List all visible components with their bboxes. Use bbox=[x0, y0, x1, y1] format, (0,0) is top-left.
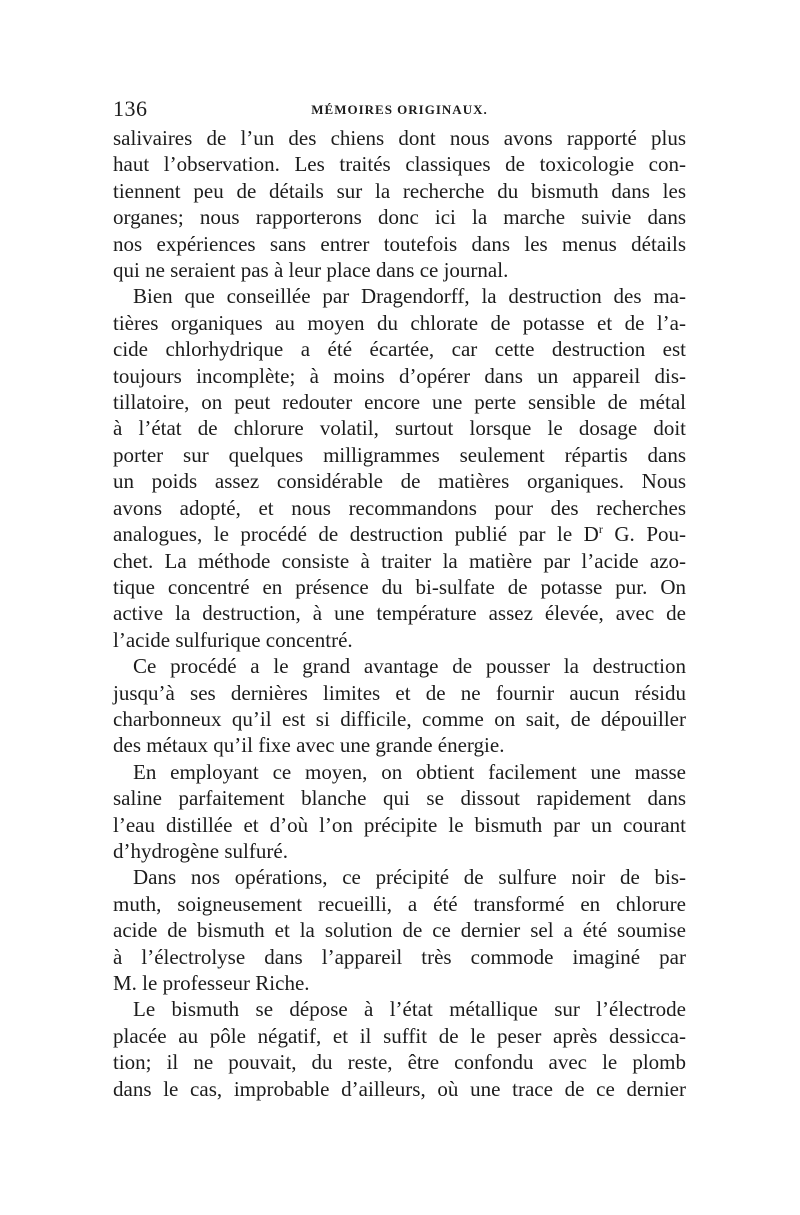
text-line: des métaux qu’il fixe avec une grande énergie. bbox=[113, 733, 505, 758]
text-line: placée au pôle négatif, et il suffit de le peser après dessicca- bbox=[113, 1023, 686, 1048]
text-line: nos expériences sans entrer toutefois dans les menus détails bbox=[113, 231, 686, 256]
text-line: à l’électrolyse dans l’appareil très commode imaginé par bbox=[113, 944, 686, 969]
text-line: qui ne seraient pas à leur place dans ce journal. bbox=[113, 258, 509, 283]
text-line: salivaires de l’un des chiens dont nous avons rapporté plus bbox=[113, 126, 686, 150]
text-line: tières organiques au moyen du chlorate de potasse et de l’a- bbox=[113, 310, 686, 335]
text-segment: G. Pou- bbox=[602, 522, 686, 547]
text-line: organes; nous rapporterons donc ici la marche suivie dans bbox=[113, 205, 686, 230]
text-line: acide de bismuth et la solution de ce dernier sel a été soumise bbox=[113, 918, 686, 943]
text-line: avons adopté, et nous recommandons pour des recherches bbox=[113, 495, 686, 520]
text-line: tillatoire, on peut redouter encore une perte sensible de métal bbox=[113, 390, 686, 415]
superscript: r bbox=[598, 522, 603, 537]
text-line: cide chlorhydrique a été écartée, car cette destruction est bbox=[113, 337, 686, 362]
text-segment: analogues, le procédé de destruction publié par le D bbox=[113, 522, 599, 547]
page-header bbox=[113, 96, 686, 126]
text-line: à l’état de chlorure volatil, surtout lorsque le dosage doit bbox=[113, 416, 686, 441]
text-line bbox=[113, 521, 686, 547]
text-line: l’acide sulfurique concentré. bbox=[113, 627, 353, 652]
text-line: charbonneux qu’il est si difficile, comme on sait, de dépouiller bbox=[113, 706, 686, 731]
text-line: muth, soigneusement recueilli, a été transformé en chlorure bbox=[113, 891, 686, 916]
text-line: tion; il ne pouvait, du reste, être confondu avec le plomb bbox=[113, 1050, 686, 1075]
text-line: M. le professeur Riche. bbox=[113, 971, 310, 995]
text-line: Bien que conseillée par Dragendorff, la destruction des ma- bbox=[133, 284, 686, 309]
text-line: l’eau distillée et d’où l’on précipite le bismuth par un courant bbox=[113, 812, 686, 837]
text-line: chet. La méthode consiste à traiter la matière par l’acide azo- bbox=[113, 548, 686, 573]
text-line: saline parfaitement blanche qui se dissout rapidement dans bbox=[113, 786, 686, 811]
text-line: Ce procédé a le grand avantage de pousser la destruction bbox=[133, 654, 686, 679]
text-line: Dans nos opérations, ce précipité de sulfure noir de bis- bbox=[133, 865, 686, 890]
text-line: porter sur quelques milligrammes seulement répartis dans bbox=[113, 442, 686, 467]
text-line: d’hydrogène sulfuré. bbox=[113, 838, 288, 863]
text-line: dans le cas, improbable d’ailleurs, où une trace de ce dernier bbox=[113, 1076, 686, 1101]
text-line: En employant ce moyen, on obtient facilement une masse bbox=[133, 759, 686, 784]
page-number: 136 bbox=[113, 96, 148, 121]
running-title: MÉMOIRES ORIGINAUX. bbox=[311, 102, 488, 117]
body-text bbox=[113, 125, 686, 1102]
text-line: tiennent peu de détails sur la recherche du bismuth dans les bbox=[113, 178, 686, 203]
text-line: jusqu’à ses dernières limites et de ne fournir aucun résidu bbox=[113, 680, 686, 705]
text-line: un poids assez considérable de matières organiques. Nous bbox=[113, 469, 686, 494]
text-line: haut l’observation. Les traités classiques de toxicologie con- bbox=[113, 152, 686, 177]
text-line: tique concentré en présence du bi-sulfate de potasse pur. On bbox=[113, 574, 686, 599]
text-line: toujours incomplète; à moins d’opérer dans un appareil dis- bbox=[113, 363, 686, 388]
text-line: Le bismuth se dépose à l’état métallique sur l’électrode bbox=[133, 997, 686, 1022]
text-line: active la destruction, à une température assez élevée, avec de bbox=[113, 601, 686, 626]
